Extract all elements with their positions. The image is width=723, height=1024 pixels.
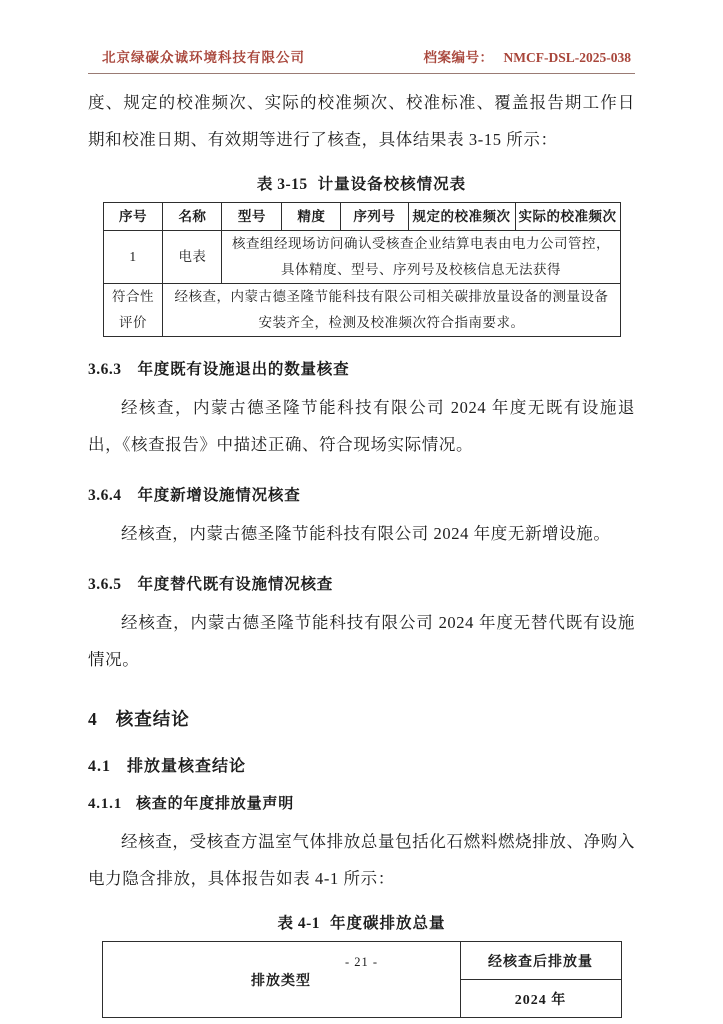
section-title: 排放量核查结论 — [127, 758, 247, 775]
table-row — [103, 231, 620, 284]
section-body-3-6-3: 经核查，内蒙古德圣隆节能科技有限公司 2024 年度无既有设施退出，《核查报告》中描述正确、符合现场实际情况。 — [88, 398, 635, 454]
table-row — [103, 284, 620, 337]
header-file-number — [424, 46, 632, 66]
table-3-15-header-row — [103, 203, 620, 231]
table-3-15-label: 表 3-15 — [256, 176, 308, 193]
table-4-1-label: 表 4-1 — [277, 915, 321, 932]
section-heading-4-1-1 — [88, 792, 635, 813]
table-4-1 — [102, 941, 622, 1018]
header-company-name: 北京绿碳众诚环境科技有限公司 — [102, 50, 305, 65]
section-number: 4.1.1 — [88, 796, 122, 812]
continuation-paragraph: 度、规定的校准频次、实际的校准频次、校准标准、覆盖报告期工作日期和校准日期、有效期等进行了核查，具体结果表 3-15 所示： — [88, 93, 635, 149]
col-header-model: 型号 — [222, 203, 282, 231]
section-body-3-6-4: 经核查，内蒙古德圣隆节能科技有限公司 2024 年度无新增设施。 — [121, 524, 611, 543]
section-heading-4-1 — [88, 753, 635, 776]
cell-verified-emission: 经核查后排放量 — [460, 942, 621, 980]
table-3-15-caption: 计量设备校核情况表 — [317, 176, 467, 193]
section-body-4-1-1: 经核查，受核查方温室气体排放总量包括化石燃料燃烧排放、净购入电力隐含排放，具体报告如表 4-1 所示： — [88, 832, 635, 888]
col-header-serial: 序列号 — [341, 203, 408, 231]
section-number: 3.6.5 — [88, 576, 122, 593]
cell-year-2024: 2024 年 — [460, 980, 621, 1018]
section-title: 年度既有设施退出的数量核查 — [137, 361, 350, 378]
section-heading-3-6-4 — [88, 483, 635, 505]
cell-name: 电表 — [163, 231, 222, 284]
chapter-title: 核查结论 — [115, 709, 190, 729]
col-header-name: 名称 — [163, 203, 222, 231]
table-4-1-caption: 年度碳排放总量 — [330, 915, 446, 932]
section-number: 4.1 — [88, 758, 111, 775]
section-title: 年度替代既有设施情况核查 — [137, 576, 334, 593]
cell-emission-type: 排放类型 — [102, 942, 460, 1018]
chapter-number: 4 — [88, 709, 98, 729]
chapter-heading-4 — [88, 706, 635, 731]
table-4-1-title — [88, 911, 635, 933]
section-title: 核查的年度排放量声明 — [136, 796, 295, 812]
col-header-precision: 精度 — [282, 203, 341, 231]
cell-seq: 1 — [103, 231, 163, 284]
page-number: - 21 - — [344, 955, 379, 969]
col-header-seq: 序号 — [103, 203, 163, 231]
section-title: 年度新增设施情况核查 — [137, 487, 301, 504]
section-body-3-6-5: 经核查，内蒙古德圣隆节能科技有限公司 2024 年度无替代既有设施情况。 — [88, 613, 635, 669]
cell-meter-note: 核查组经现场访问确认受核查企业结算电表由电力公司管控，具体精度、型号、序列号及校核信息无法获得 — [222, 231, 620, 284]
cell-conformity-label: 符合性评价 — [103, 284, 163, 337]
page-header — [88, 46, 635, 74]
col-header-required-freq: 规定的校准频次 — [408, 203, 515, 231]
section-heading-3-6-5 — [88, 572, 635, 594]
table-3-15-title — [88, 172, 635, 194]
section-heading-3-6-3 — [88, 357, 635, 379]
file-number-value: NMCF-DSL-2025-038 — [503, 50, 631, 65]
section-number: 3.6.4 — [88, 487, 122, 504]
col-header-actual-freq: 实际的校准频次 — [515, 203, 620, 231]
section-number: 3.6.3 — [88, 361, 122, 378]
cell-conformity-note: 经核查，内蒙古德圣隆节能科技有限公司相关碳排放量设备的测量设备安装齐全，检测及校准频次符合指南要求。 — [163, 284, 620, 337]
file-number-label: 档案编号： — [423, 50, 494, 65]
table-3-15 — [103, 202, 621, 337]
